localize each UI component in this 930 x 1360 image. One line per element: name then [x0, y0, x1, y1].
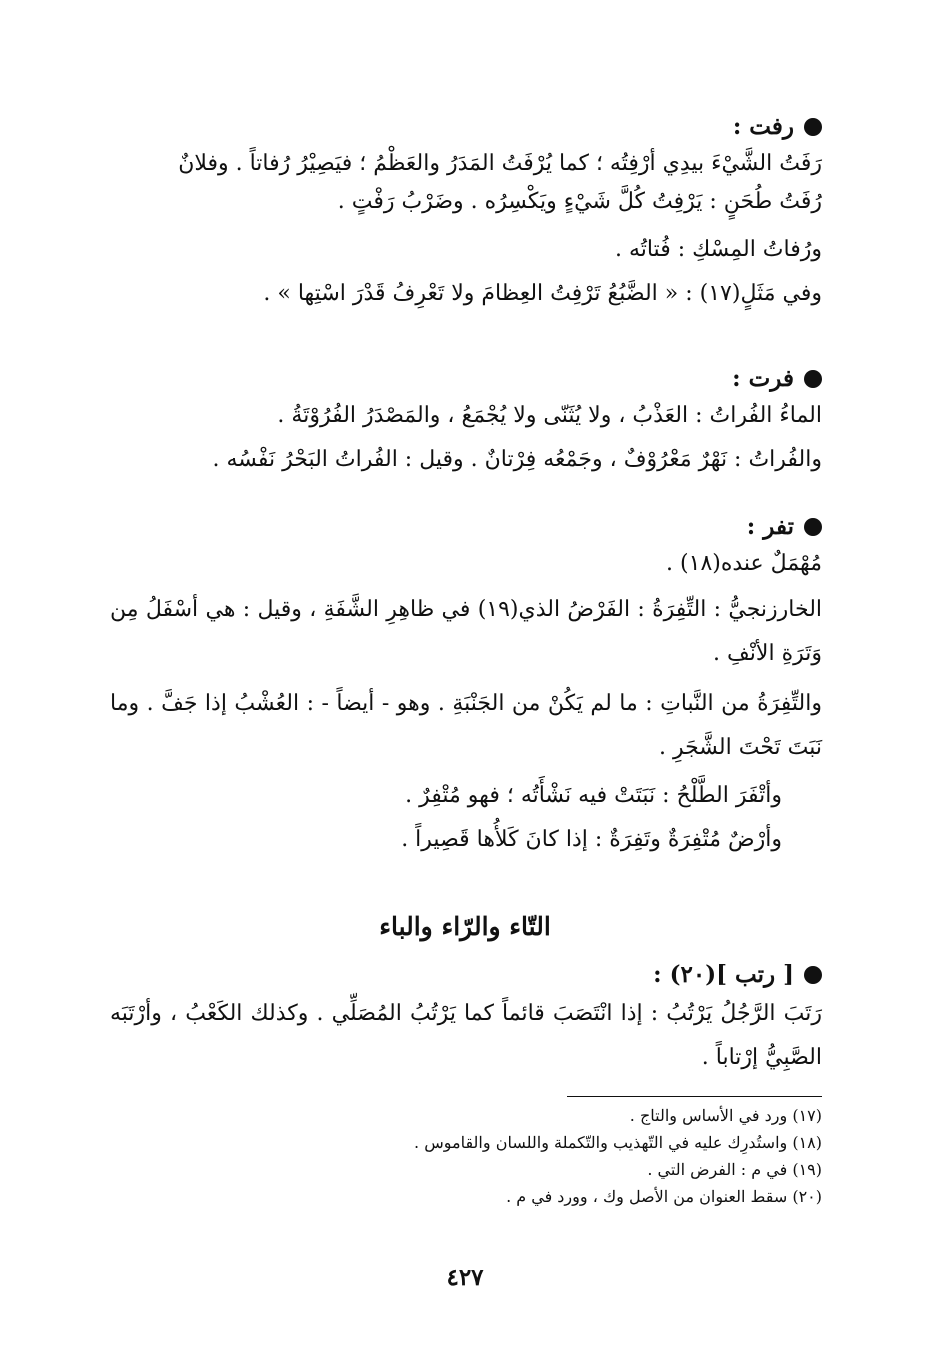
entry-heading [212, 364, 822, 394]
footnote: (١٧) ورد في الأساس والتاج . [629, 1106, 822, 1125]
entry-rtb [110, 960, 822, 1080]
entry-heading-text: [ رتب ](٢٠) : [653, 961, 794, 988]
footnote: (٢٠) سقط العنوان من الأصل وك ، وورد في م . [506, 1187, 822, 1206]
bullet-icon [804, 518, 822, 536]
paragraph: والتِّفِرَةُ من النَّباتِ : ما لم يَكُنْ من الجَنْبَةِ . وهو - أيضاً - : العُشْبُ إذا جَفَّ . وما نَبَتَ تَحْتَ الشَّجَرِ . [110, 691, 822, 760]
footnotes [414, 1102, 822, 1210]
entry-rft [178, 112, 822, 316]
entry-heading-text: تفر : [746, 513, 794, 540]
entry-tfr [110, 512, 822, 862]
paragraph: مُهْمَلٌ عنده(١٨) . [666, 551, 822, 576]
paragraph: الماءُ الفُراتُ : العَذْبُ ، ولا يُثَنّى ولا يُجْمَعُ ، والمَصْدَرُ الفُرُوْتَةُ . [277, 403, 822, 428]
paragraph: الخارزنجيُّ : التِّفِرَةُ : الفَرْضُ الذي(١٩) في ظاهِرِ الشَّفَةِ ، وقيل : هي أسْفَلُ مِن وَتَرَةِ الأنْفِ . [110, 597, 823, 666]
footnote-divider [567, 1096, 822, 1097]
paragraph: والفُراتُ : نَهْرٌ مَعْرُوْفٌ ، وجَمْعُه فِرْتانٌ . وقيل : الفُراتُ البَحْرُ نَفْسُه . [212, 447, 822, 472]
bullet-icon [804, 118, 822, 136]
paragraph: وأرْضٌ مُتْفِرَةٌ وتَفِرَةٌ : إذا كانَ كَلأُها قَصِيراً . [401, 827, 782, 852]
section-title: التّاء والرّاء والباء [379, 912, 551, 941]
bullet-icon [804, 370, 822, 388]
paragraph: وأتْفَرَ الطَّلْحُ : نَبَتَتْ فيه نَشْأَتُه ؛ فهو مُتْفِرٌ . [405, 783, 782, 808]
footnote: (١٩) في م : الفرض التي . [647, 1160, 822, 1179]
paragraph: رَفَتُ الشَّيْءَ بيدِي أرْفِتُه ؛ كما يُرْفَتُ المَدَرُ والعَظْمُ ؛ فيَصِيْرُ رُفاتاً . وفلانٌ [178, 151, 822, 176]
bullet-icon [804, 966, 822, 984]
paragraph: رَتَبَ الرَّجُلُ يَرْتُبُ : إذا انْتَصَبَ قائماً كما يَرْتُبُ المُصَلِّي . وكذلك الكَعْبُ ، وأرْتَبَه الصَّبِيُّ إرْتاباً . [110, 1001, 822, 1070]
paragraph: ورُفاتُ المِسْكِ : فُتاتُه . [614, 237, 822, 262]
entry-heading [178, 112, 822, 142]
entry-frt [212, 364, 822, 482]
paragraph: رُفَتُ طُحَنٍ : يَرْفِتُ كُلَّ شَيْءٍ ويَكْسِرُه . وضَرْبُ رَفْتٍ . [337, 189, 822, 214]
footnote: (١٨) واستُدرِك عليه في التّهذيب والتّكملة واللسان والقاموس . [414, 1133, 822, 1152]
entry-heading-text: فرت : [732, 365, 794, 392]
entry-heading-text: رفت : [732, 113, 794, 140]
page-number: ٤٢٧ [446, 1264, 484, 1291]
paragraph: وفي مَثَلٍ(١٧) : « الضَّبُعُ تَرْفِتُ العِظامَ ولا تَعْرِفُ قَدْرَ اسْتِها » . [263, 281, 822, 306]
entry-heading [110, 960, 822, 990]
entry-heading [110, 512, 822, 542]
